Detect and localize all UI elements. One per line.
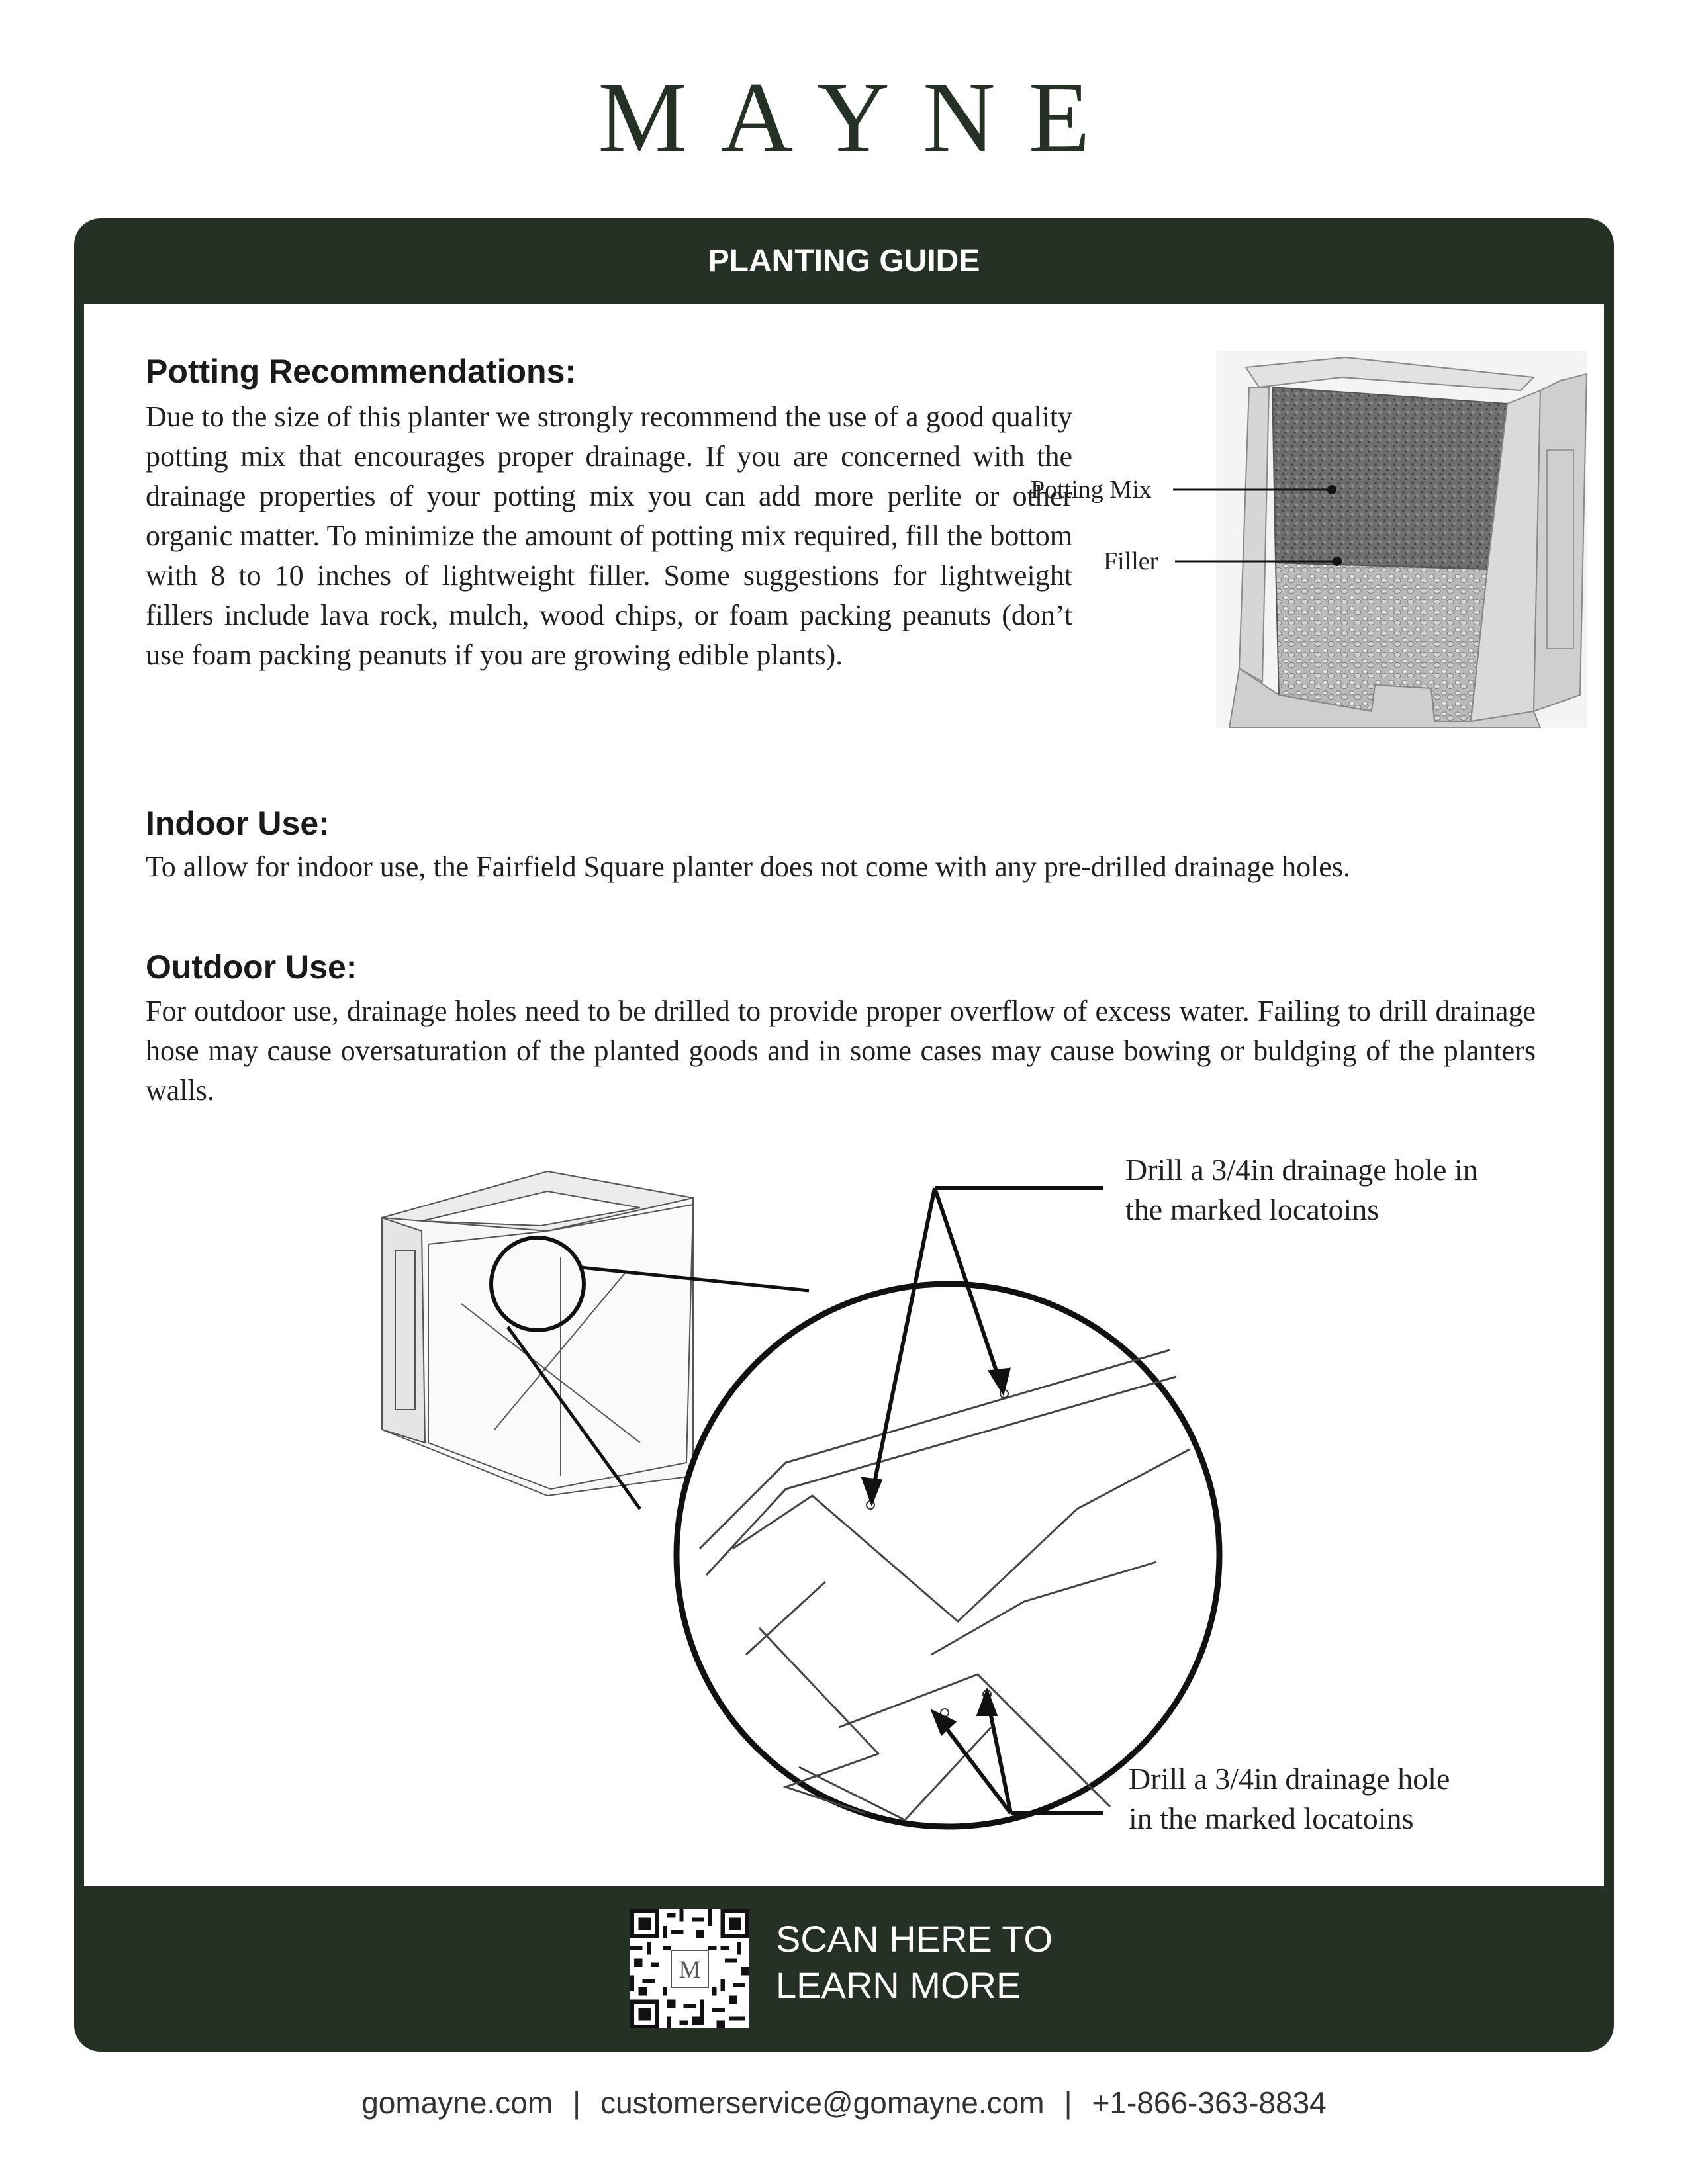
scan-line2: LEARN MORE [776,1964,1021,2006]
indoor-heading: Indoor Use: [146,805,330,842]
email-link[interactable]: customerservice@gomayne.com [600,2085,1045,2120]
planter-cross-section-figure [1031,351,1587,728]
callout-bottom [1129,1759,1450,1839]
potting-mix-layer [1272,387,1507,569]
callout-bottom-line2: in the marked locatoins [1129,1801,1414,1835]
separator: | [573,2085,581,2120]
qr-code[interactable] [630,1909,749,2028]
website-link[interactable]: gomayne.com [361,2085,553,2120]
outdoor-text: For outdoor use, drainage holes need to be drilled to provide proper overflow of excess water. Failing to drill drainage hose may cause oversaturation of the planted goods and in some cases may cause bowing or buldging of the planters walls. [146,995,1536,1107]
indoor-text: To allow for indoor use, the Fairfield Square planter does not come with any pre-drilled drainage holes. [146,850,1350,883]
scan-prompt [776,1916,1053,2009]
guide-frame [74,218,1614,2052]
zoom-detail [677,1284,1219,1827]
callout-bottom-line1: Drill a 3/4in drainage hole [1129,1762,1450,1796]
label-potting-mix: Potting Mix [1031,476,1152,504]
label-filler: Filler [1103,547,1158,575]
callout-top-line2: the marked locatoins [1125,1193,1380,1226]
qr-center-logo: M [679,1956,701,1984]
contact-line [0,2085,1688,2120]
phone-link[interactable]: +1-866-363-8834 [1092,2085,1327,2120]
brand-logo: MAYNE [598,62,1123,173]
callout-top [1125,1150,1478,1230]
outdoor-heading: Outdoor Use: [146,948,357,985]
potting-text: Due to the size of this planter we strongly recommend the use of a good quality potting mix that encourages proper drainage. If you are concerned with the drainage properties of your potting mix you can add more perlite or other organic matter. To minimize the amount of potting mix required, fill the bottom with 8 to 10 inches of lightweight filler. Some suggestions for lightweight fillers include lava rock, mulch, wood chips, or foam packing peanuts (don’t use foam packing peanuts if you are growing edible plants). [146,400,1072,671]
scan-line1: SCAN HERE TO [776,1918,1053,1960]
callout-top-line1: Drill a 3/4in drainage hole in [1125,1153,1478,1187]
guide-title: PLANTING GUIDE [708,244,980,279]
potting-heading: Potting Recommendations: [146,353,577,390]
separator: | [1064,2085,1072,2120]
guide-content [84,304,1604,1886]
planter-overview [382,1171,693,1496]
footer-band [74,1886,1614,2052]
